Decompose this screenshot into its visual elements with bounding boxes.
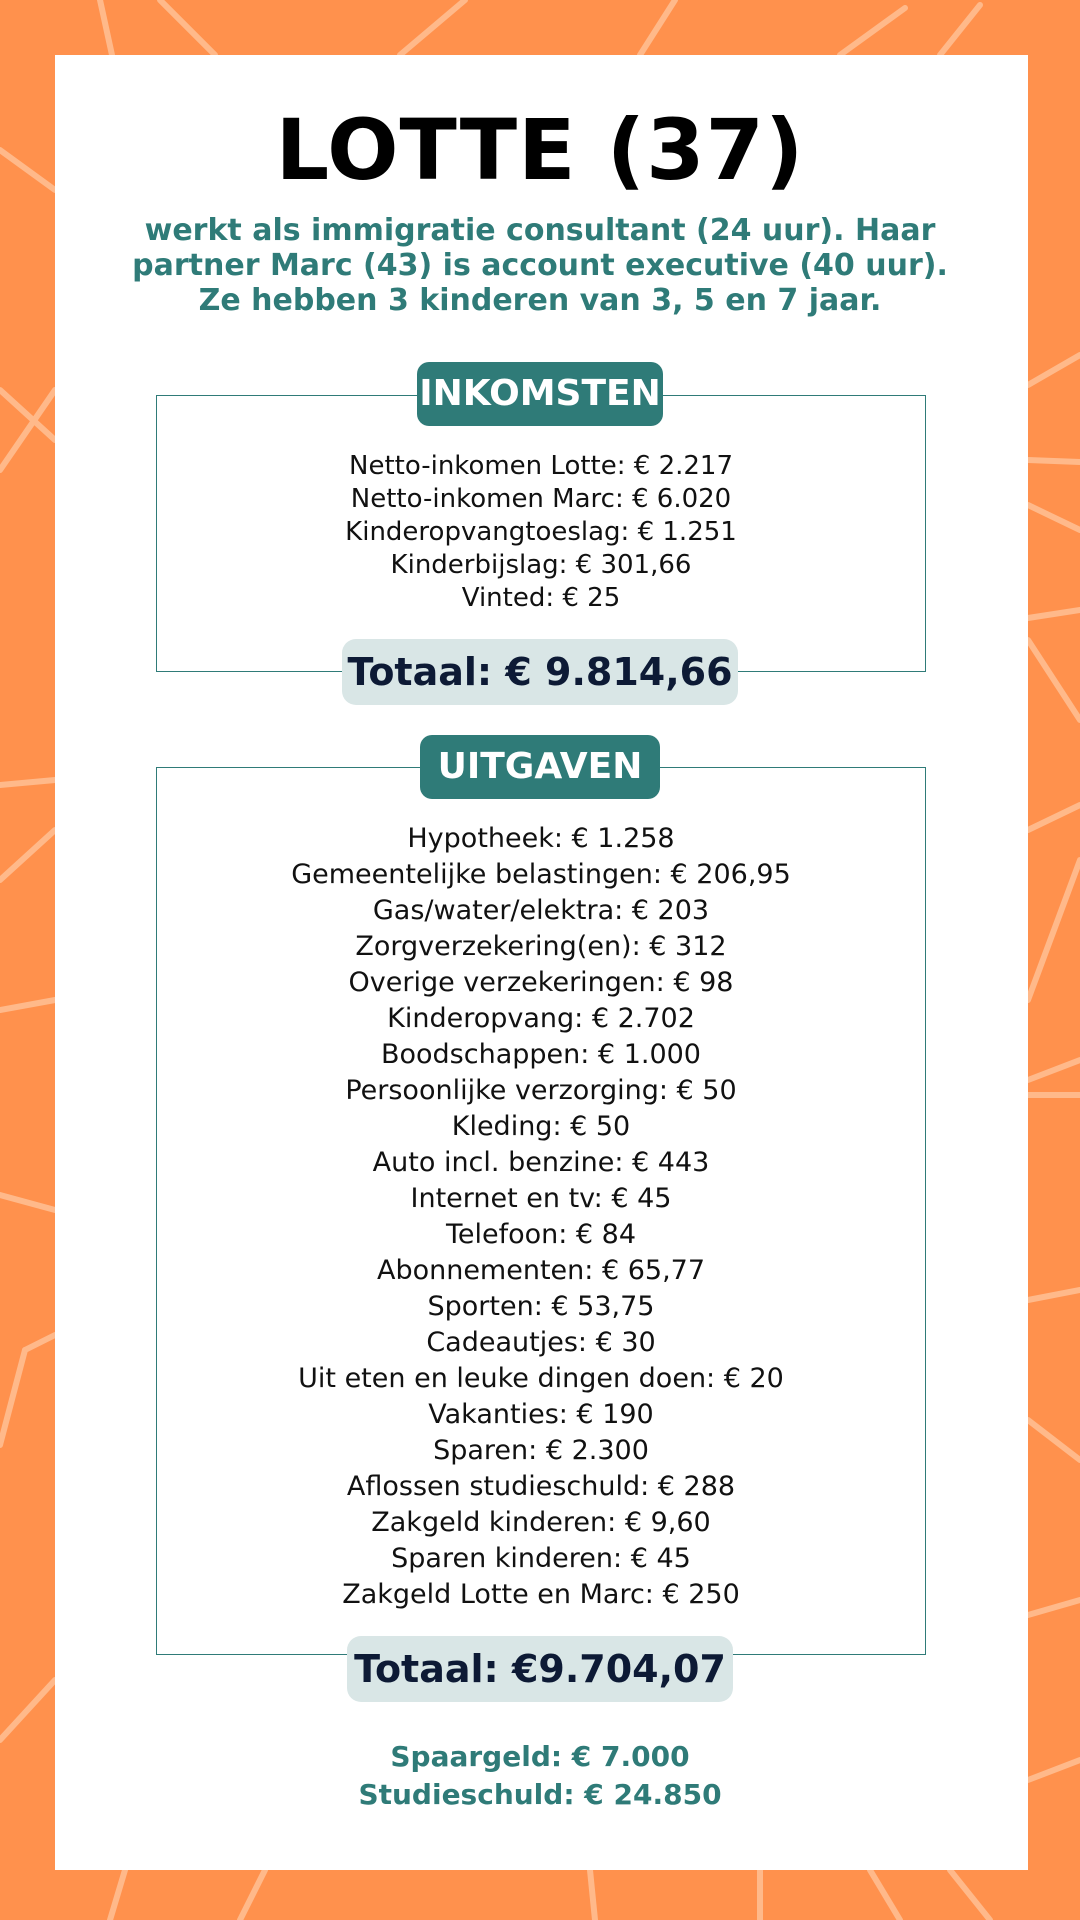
expenses-list bbox=[156, 821, 926, 1613]
expense-item: Abonnementen: € 65,77 bbox=[376, 1255, 706, 1286]
student-debt-text: Studieschuld: € 24.850 bbox=[358, 1778, 722, 1811]
page-subtitle: werkt als immigratie consultant (24 uur). Haar partner Marc (43) is account executive (40 uur). Ze hebben 3 kinderen van 3, 5 en 7 jaar. bbox=[132, 213, 948, 318]
income-total: Totaal: € 9.814,66 bbox=[342, 639, 738, 705]
expense-item: Internet en tv: € 45 bbox=[410, 1183, 672, 1214]
expense-item: Gemeentelijke belastingen: € 206,95 bbox=[291, 859, 791, 890]
expense-item: Cadeautjes: € 30 bbox=[426, 1327, 656, 1358]
income-item: Kinderbijslag: € 301,66 bbox=[390, 550, 692, 580]
income-item: Kinderopvangtoeslag: € 1.251 bbox=[345, 517, 737, 547]
expense-item: Kleding: € 50 bbox=[451, 1111, 631, 1142]
expenses-total: Totaal: €9.704,07 bbox=[347, 1636, 733, 1702]
expense-item: Aflossen studieschuld: € 288 bbox=[346, 1471, 736, 1502]
expense-item: Sparen: € 2.300 bbox=[433, 1435, 649, 1466]
page-title: LOTTE (37) bbox=[275, 101, 805, 199]
expenses-heading: UITGAVEN bbox=[420, 735, 660, 799]
expense-item: Sporten: € 53,75 bbox=[427, 1291, 655, 1322]
expense-item: Zorgverzekering(en): € 312 bbox=[355, 931, 727, 962]
income-item: Vinted: € 25 bbox=[461, 583, 621, 613]
expense-item: Telefoon: € 84 bbox=[445, 1219, 637, 1250]
expense-item: Gas/water/elektra: € 203 bbox=[372, 895, 710, 926]
income-heading: INKOMSTEN bbox=[417, 362, 663, 426]
income-item: Netto-inkomen Marc: € 6.020 bbox=[350, 484, 732, 514]
expense-item: Zakgeld Lotte en Marc: € 250 bbox=[342, 1579, 740, 1610]
expense-item: Persoonlijke verzorging: € 50 bbox=[345, 1075, 737, 1106]
expense-item: Hypotheek: € 1.258 bbox=[407, 823, 675, 854]
expense-item: Boodschappen: € 1.000 bbox=[380, 1039, 701, 1070]
savings-text: Spaargeld: € 7.000 bbox=[390, 1740, 690, 1773]
income-item: Netto-inkomen Lotte: € 2.217 bbox=[349, 451, 733, 481]
expense-item: Vakanties: € 190 bbox=[428, 1399, 654, 1430]
expense-item: Kinderopvang: € 2.702 bbox=[387, 1003, 695, 1034]
expense-item: Uit eten en leuke dingen doen: € 20 bbox=[298, 1363, 784, 1394]
expense-item: Sparen kinderen: € 45 bbox=[391, 1543, 691, 1574]
income-list bbox=[156, 450, 926, 615]
expense-item: Zakgeld kinderen: € 9,60 bbox=[371, 1507, 711, 1538]
expense-item: Auto incl. benzine: € 443 bbox=[372, 1147, 710, 1178]
expense-item: Overige verzekeringen: € 98 bbox=[348, 967, 734, 998]
